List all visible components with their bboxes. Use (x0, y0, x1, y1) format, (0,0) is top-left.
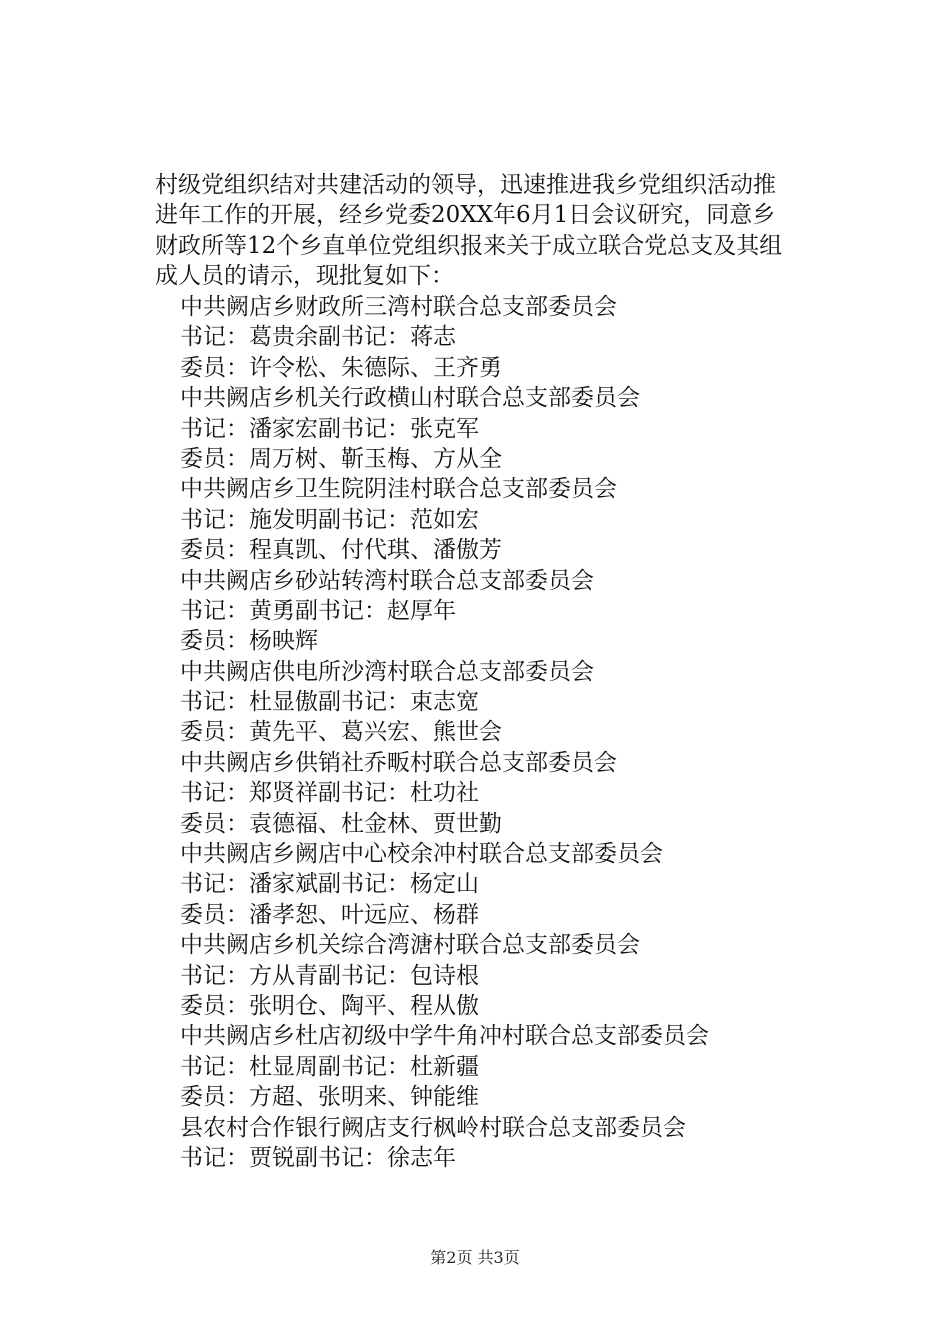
committee-name: 中共阙店乡机关综合湾溏村联合总支部委员会 (180, 932, 640, 959)
secretary-line: 书记：黄勇副书记：赵厚年 (180, 597, 456, 624)
secretary-line: 书记：方从青副书记：包诗根 (180, 962, 479, 989)
members-line: 委员：潘孝恕、叶远应、杨群 (180, 901, 479, 928)
members-line: 委员：袁德福、杜金林、贾世勤 (180, 810, 502, 837)
members-line: 委员：周万树、靳玉梅、方从全 (180, 445, 502, 472)
committee-name: 中共阙店乡机关行政横山村联合总支部委员会 (180, 385, 640, 412)
committee-name: 中共阙店乡阙店中心校余冲村联合总支部委员会 (180, 841, 663, 868)
secretary-line: 书记：施发明副书记：范如宏 (180, 506, 479, 533)
secretary-line: 书记：杜显傲副书记：束志宽 (180, 689, 479, 716)
members-line: 委员：黄先平、葛兴宏、熊世会 (180, 719, 502, 746)
committee-list (180, 292, 820, 1173)
members-line: 委员：方超、张明来、钟能维 (180, 1084, 479, 1111)
members-line: 委员：杨映辉 (180, 628, 318, 655)
committee-name: 中共阙店乡卫生院阴洼村联合总支部委员会 (180, 476, 617, 503)
page-number-label: 第2页 共3页 (430, 1248, 520, 1267)
secretary-line: 书记：潘家宏副书记：张克军 (180, 415, 479, 442)
committee-name: 中共阙店乡财政所三湾村联合总支部委员会 (180, 294, 617, 320)
intro-line: 村级党组织结对共建活动的领导，迅速推进我乡党组织活动推 (155, 172, 776, 198)
page-footer (0, 1245, 950, 1268)
secretary-line: 书记：郑贤祥副书记：杜功社 (180, 780, 479, 807)
members-line: 委员：许令松、朱德际、王齐勇 (180, 354, 502, 381)
committee-name: 中共阙店供电所沙湾村联合总支部委员会 (180, 658, 594, 685)
intro-line: 财政所等12个乡直单位党组织报来关于成立联合党总支及其组 (155, 232, 783, 259)
committee-name: 县农村合作银行阙店支行枫岭村联合总支部委员会 (180, 1114, 686, 1141)
committee-name: 中共阙店乡供销社乔畈村联合总支部委员会 (180, 749, 617, 776)
members-line: 委员：张明仓、陶平、程从傲 (180, 992, 479, 1019)
committee-name: 中共阙店乡砂站转湾村联合总支部委员会 (180, 567, 594, 594)
secretary-line: 书记：葛贵余副书记：蒋志 (180, 324, 456, 351)
committee-name: 中共阙店乡杜店初级中学牛角冲村联合总支部委员会 (180, 1023, 709, 1050)
secretary-line: 书记：杜显周副书记：杜新疆 (180, 1053, 479, 1080)
intro-line: 成人员的请示，现批复如下： (155, 263, 454, 290)
secretary-line: 书记：贾锐副书记：徐志年 (180, 1144, 456, 1171)
members-line: 委员：程真凯、付代琪、潘傲芳 (180, 537, 502, 564)
secretary-line: 书记：潘家斌副书记：杨定山 (180, 871, 479, 898)
intro-line: 进年工作的开展，经乡党委20XX年6月1日会议研究，同意乡 (155, 202, 776, 229)
intro-paragraph (155, 170, 815, 292)
